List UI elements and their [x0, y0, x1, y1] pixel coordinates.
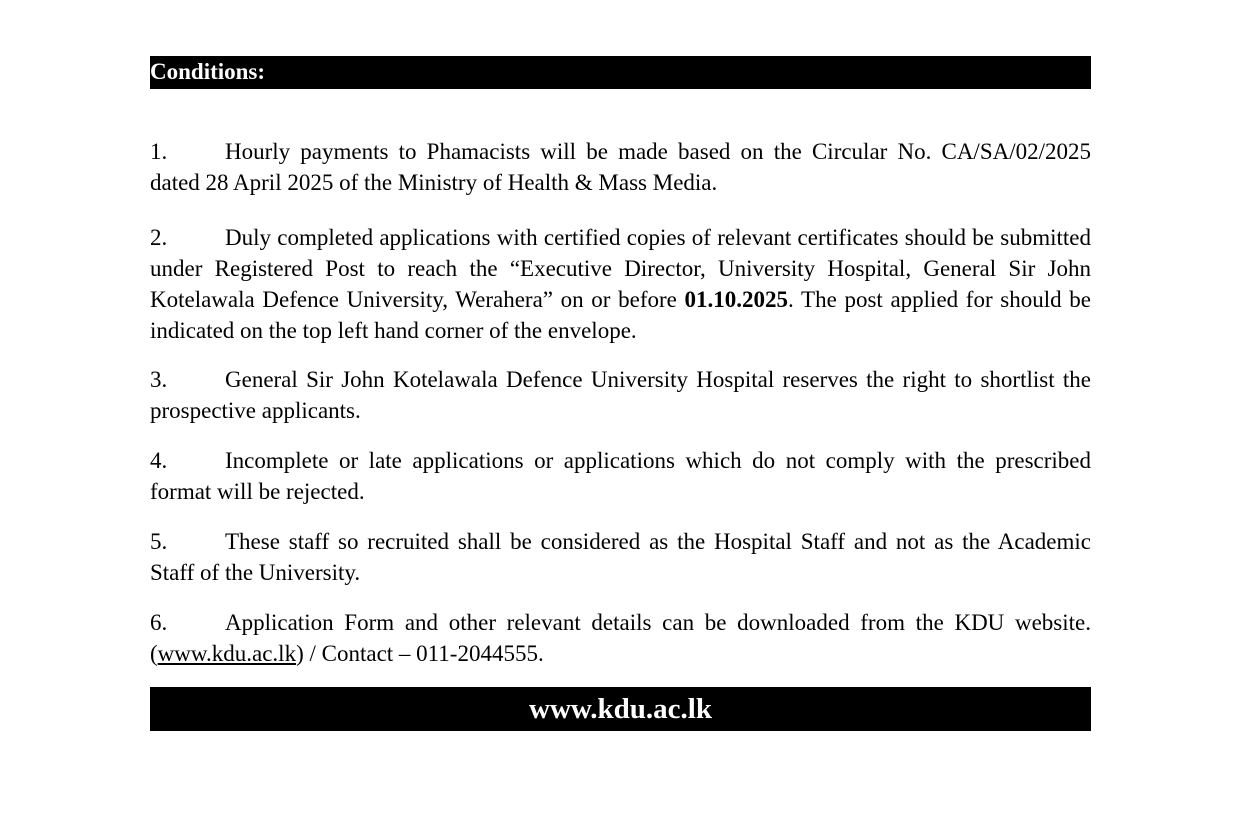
- condition-item-4: [150, 445, 1091, 507]
- application-deadline: 01.10.2025: [684, 287, 789, 312]
- condition-text: Hourly payments to Phamacists will be made based on the Circular No. CA/SA/02/2025 dated 28 April 2025 of the Ministry of Health & Mass Media.: [150, 139, 1091, 195]
- condition-text: Application Form and other relevant details can be downloaded from the KDU website. (: [150, 610, 1091, 666]
- kdu-website-link[interactable]: www.kdu.ac.lk: [157, 641, 297, 666]
- condition-number: 2.: [150, 225, 168, 250]
- condition-text: Duly completed applications with certified copies of relevant certificates should be submitted under Registered Post to reach the “Executive Director, University Hospital, General Sir John Kotelawala Defence University, Werahera” on or before: [150, 225, 1091, 312]
- condition-text: General Sir John Kotelawala Defence University Hospital reserves the right to shortlist the prospective applicants.: [150, 367, 1091, 423]
- condition-text: Incomplete or late applications or applications which do not comply with the prescribed format will be rejected.: [150, 448, 1091, 504]
- conditions-heading: Conditions:: [150, 56, 1091, 89]
- condition-number: 6.: [150, 610, 168, 635]
- condition-item-2: [150, 222, 1091, 346]
- condition-text-continued: . The post applied for should be indicated on the top left hand corner of the envelope.: [150, 287, 1092, 343]
- condition-item-6: [150, 607, 1091, 669]
- condition-item-3: [150, 364, 1091, 426]
- condition-number: 3.: [150, 367, 168, 392]
- condition-item-5: [150, 526, 1091, 588]
- condition-text: These staff so recruited shall be considered as the Hospital Staff and not as the Academic Staff of the University.: [150, 529, 1091, 585]
- condition-item-1: [150, 136, 1091, 198]
- condition-number: 5.: [150, 529, 168, 554]
- conditions-list: [150, 136, 1091, 669]
- condition-text-continued: ) / Contact – 011-2044555.: [296, 641, 544, 666]
- condition-number: 4.: [150, 448, 168, 473]
- website-footer-banner: www.kdu.ac.lk: [150, 687, 1091, 731]
- condition-number: 1.: [150, 139, 168, 164]
